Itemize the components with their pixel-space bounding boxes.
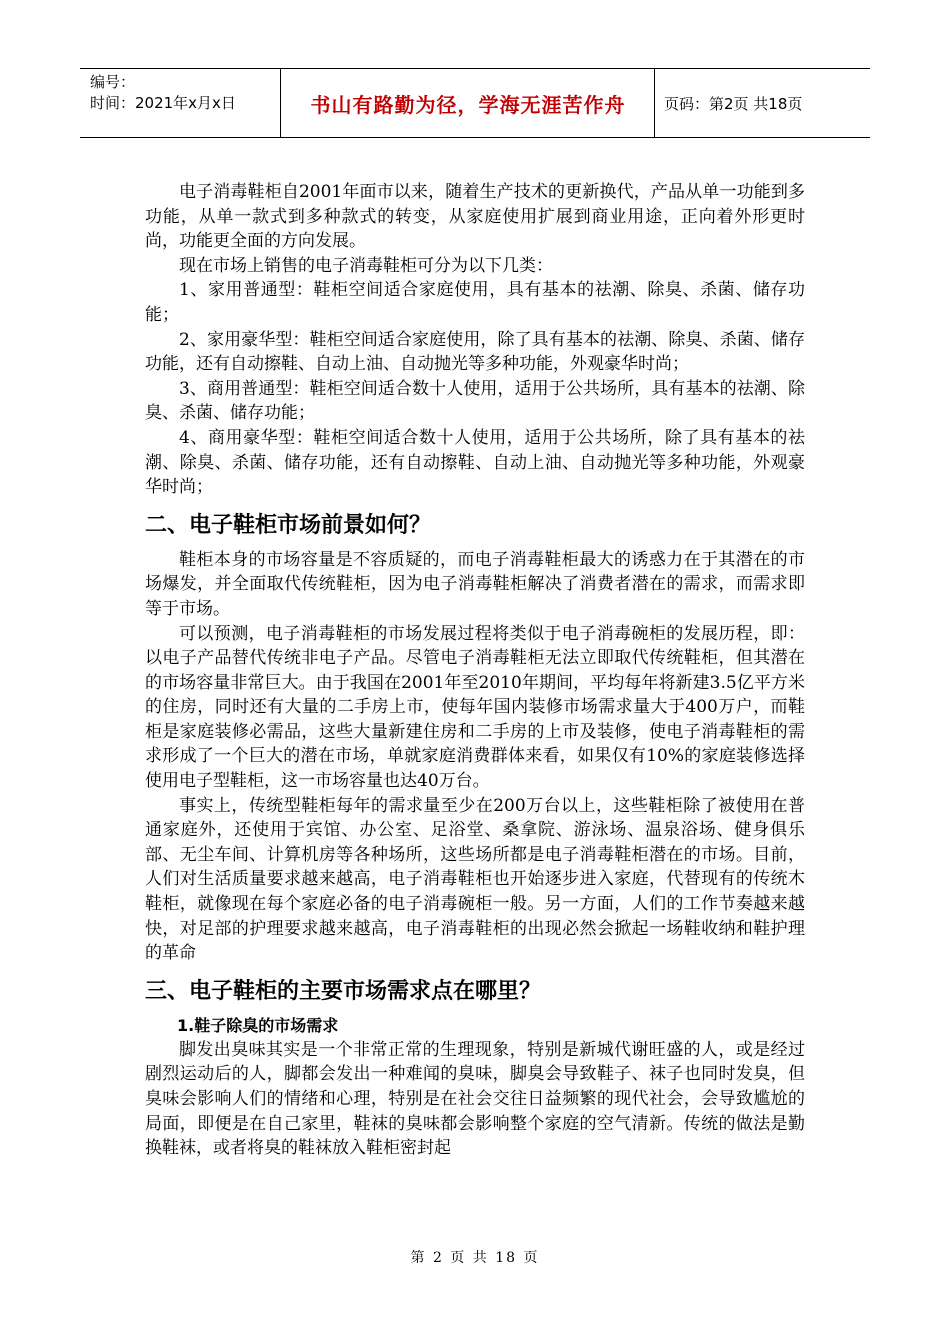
paragraph: 可以预测，电子消毒鞋柜的市场发展过程将类似于电子消毒碗柜的发展历程，即：以电子产品替代传统非电子产品。尽管电子消毒鞋柜无法立即取代传统鞋柜，但其潜在的市场容量非常巨大。由于我国在2001年至2010年期间，平均每年将新建3.5亿平方米的住房，同时还有大量的二手房上市，使每年国内装修市场需求量大于400万户，而鞋柜是家庭装修必需品，这些大量新建住房和二手房的上市及装修，使电子消毒鞋柜的需求形成了一个巨大的潜在市场，单就家庭消费群体来看，如果仅有10%的家庭装修选择使用电子型鞋柜，这一市场容量也达40万台。 (145, 623, 805, 792)
paragraph: 现在市场上销售的电子消毒鞋柜可分为以下几类： (179, 255, 553, 276)
header-divider (280, 69, 281, 137)
document-date: 时间：2021年x月x日 (90, 94, 236, 112)
list-item: 2、家用豪华型：鞋柜空间适合家庭使用，除了具有基本的祛潮、除臭、杀菌、储存功能，还有自动擦鞋、自动上油、自动抛光等多种功能，外观豪华时尚； (145, 329, 805, 375)
list-item: 3、商用普通型：鞋柜空间适合数十人使用，适用于公共场所，具有基本的祛潮、除臭、杀菌、储存功能； (145, 378, 805, 424)
section-heading: 二、电子鞋柜市场前景如何？ (145, 512, 432, 538)
header-divider (654, 69, 655, 137)
list-item: 4、商用豪华型：鞋柜空间适合数十人使用，适用于公共场所，除了具有基本的祛潮、除臭、杀菌、储存功能，还有自动擦鞋、自动上油、自动抛光等多种功能，外观豪华时尚； (145, 427, 805, 498)
header-meta (90, 72, 270, 114)
section-heading: 三、电子鞋柜的主要市场需求点在哪里？ (145, 978, 542, 1004)
page-footer: 第 2 页 共 18 页 (410, 1250, 540, 1266)
header-motto: 书山有路勤为径，学海无涯苦作舟 (310, 92, 626, 117)
paragraph: 鞋柜本身的市场容量是不容质疑的，而电子消毒鞋柜最大的诱惑力在于其潜在的市场爆发，并全面取代传统鞋柜，因为电子消毒鞋柜解决了消费者潜在的需求，而需求即等于市场。 (145, 549, 805, 619)
paragraph: 脚发出臭味其实是一个非常正常的生理现象，特别是新城代谢旺盛的人，或是经过剧烈运动后的人，脚都会发出一种难闻的臭味，脚臭会导致鞋子、袜子也同时发臭，但臭味会影响人们的情绪和心理，特别是在社会交往日益频繁的现代社会，会导致尴尬的局面，即便是在自己家里，鞋袜的臭味都会影响整个家庭的空气清新。传统的做法是勤换鞋袜，或者将臭的鞋袜放入鞋柜密封起 (145, 1039, 805, 1159)
header-page-info: 页码：第2页 共18页 (664, 94, 803, 113)
paragraph: 电子消毒鞋柜自2001年面市以来，随着生产技术的更新换代，产品从单一功能到多功能，从单一款式到多种款式的转变，从家庭使用扩展到商业用途，正向着外形更时尚，功能更全面的方向发展。 (145, 182, 805, 252)
document-number-label: 编号： (90, 73, 136, 91)
list-item: 1、家用普通型：鞋柜空间适合家庭使用，具有基本的祛潮、除臭、杀菌、储存功能； (145, 280, 805, 325)
header-table (80, 68, 870, 138)
subsection-heading: 1.鞋子除臭的市场需求 (177, 1015, 339, 1035)
paragraph: 事实上，传统型鞋柜每年的需求量至少在200万台以上，这些鞋柜除了被使用在普通家庭外，还使用于宾馆、办公室、足浴堂、桑拿院、游泳场、温泉浴场、健身俱乐部、无尘车间、计算机房等各种场所，这些场所都是电子消毒鞋柜潜在的市场。目前，人们对生活质量要求越来越高，电子消毒鞋柜也开始逐步进入家庭，代替现有的传统木鞋柜，就像现在每个家庭必备的电子消毒碗柜一般。另一方面，人们的工作节奏越来越快，对足部的护理要求越来越高，电子消毒鞋柜的出现必然会掀起一场鞋收纳和鞋护理的革命 (145, 795, 805, 964)
document-body (145, 180, 805, 1161)
